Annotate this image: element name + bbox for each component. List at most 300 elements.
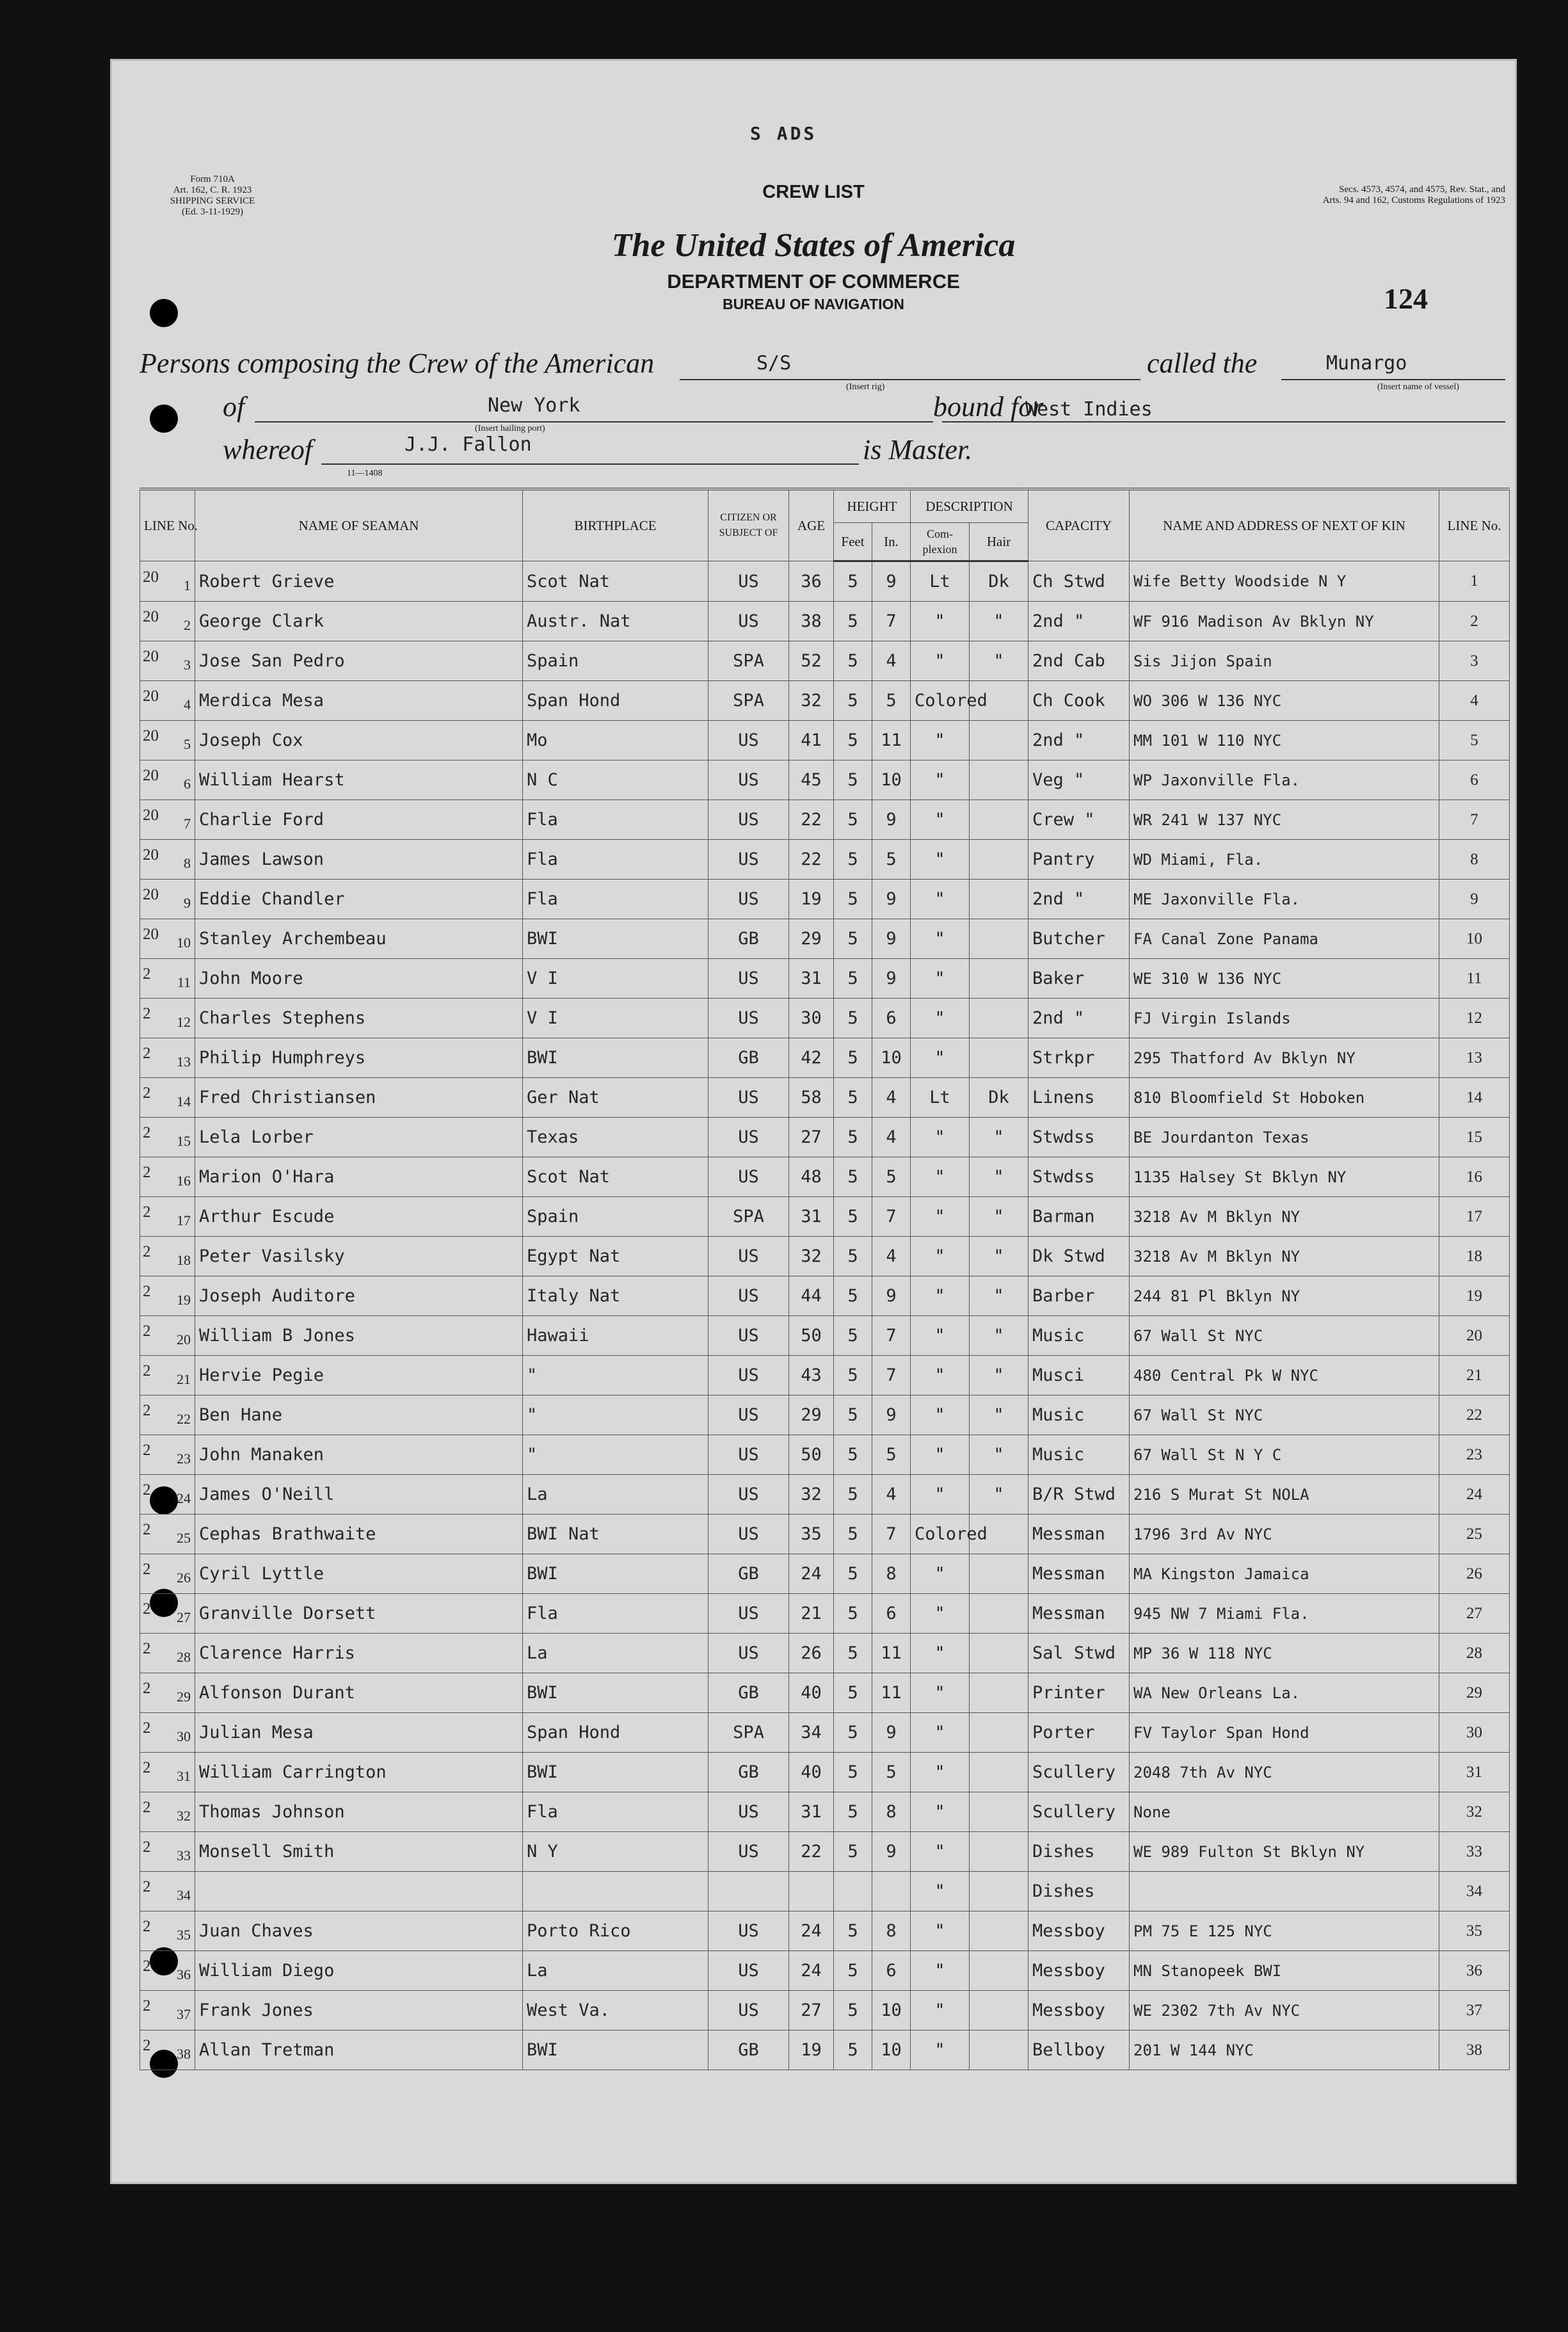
line-number-right: 27 [1439, 1594, 1510, 1634]
tally-mark: 20 [143, 727, 159, 744]
punch-hole-2 [150, 405, 178, 433]
seaman-name: James O'Neill [195, 1475, 523, 1515]
complexion: " [911, 1276, 970, 1316]
height-feet: 5 [834, 1038, 872, 1078]
citizenship: US [708, 1078, 789, 1118]
seaman-name: Ben Hane [195, 1395, 523, 1435]
table-row [140, 1316, 1510, 1356]
tally-mark: 2 [143, 965, 151, 983]
line-number-right: 30 [1439, 1713, 1510, 1753]
next-of-kin: 3218 Av M Bklyn NY [1130, 1237, 1439, 1276]
next-of-kin: 295 Thatford Av Bklyn NY [1130, 1038, 1439, 1078]
seaman-name: Charlie Ford [195, 800, 523, 840]
bureau-title: BUREAU OF NAVIGATION [722, 296, 905, 312]
height-feet: 5 [834, 1237, 872, 1276]
birthplace: Mo [523, 721, 708, 760]
complexion: " [911, 1554, 970, 1594]
of-label: of [223, 391, 245, 422]
hair [970, 1673, 1028, 1713]
birthplace: La [523, 1634, 708, 1673]
next-of-kin: WF 916 Madison Av Bklyn NY [1130, 602, 1439, 641]
birthplace: Spain [523, 1197, 708, 1237]
next-of-kin: FJ Virgin Islands [1130, 999, 1439, 1038]
whereof-label: whereof [223, 434, 313, 465]
next-of-kin: 244 81 Pl Bklyn NY [1130, 1276, 1439, 1316]
citizenship: US [708, 1157, 789, 1197]
tally-mark: 2 [143, 1323, 151, 1340]
age: 27 [789, 1118, 834, 1157]
birthplace: V I [523, 999, 708, 1038]
line-number-right: 34 [1439, 1872, 1510, 1911]
tally-mark: 2 [143, 1442, 151, 1459]
birthplace: Span Hond [523, 681, 708, 721]
age: 22 [789, 840, 834, 880]
line-number-right: 36 [1439, 1951, 1510, 1991]
capacity: 2nd " [1028, 602, 1130, 641]
next-of-kin: Wife Betty Woodside N Y [1130, 561, 1439, 602]
height-feet: 5 [834, 1118, 872, 1157]
hair: " [970, 1118, 1028, 1157]
table-row [140, 1515, 1510, 1554]
next-of-kin: 3218 Av M Bklyn NY [1130, 1197, 1439, 1237]
complexion: " [911, 1435, 970, 1475]
table-row [140, 880, 1510, 919]
capacity: Sal Stwd [1028, 1634, 1130, 1673]
line-number [140, 1753, 195, 1792]
capacity: Music [1028, 1435, 1130, 1475]
complexion: Lt [911, 561, 970, 602]
line-number-right: 31 [1439, 1753, 1510, 1792]
tally-mark: 2 [143, 1640, 151, 1657]
next-of-kin: WE 2302 7th Av NYC [1130, 1991, 1439, 2030]
hair: " [970, 1157, 1028, 1197]
complexion: " [911, 1356, 970, 1395]
table-row [140, 1475, 1510, 1515]
capacity: Dk Stwd [1028, 1237, 1130, 1276]
tally-mark: 2 [143, 1600, 151, 1618]
birthplace: BWI [523, 1554, 708, 1594]
line-number-value: 34 [177, 1887, 191, 1903]
complexion: " [911, 1872, 970, 1911]
capacity: Butcher [1028, 919, 1130, 959]
crew-list-title: CREW LIST [762, 182, 865, 202]
height-inches: 6 [872, 999, 911, 1038]
line-number [140, 1078, 195, 1118]
line-number-right: 5 [1439, 721, 1510, 760]
stamp-mark: S ADS [750, 123, 817, 144]
is-master-label: is Master. [863, 434, 973, 465]
birthplace: Egypt Nat [523, 1237, 708, 1276]
height-feet: 5 [834, 1395, 872, 1435]
capacity: Music [1028, 1316, 1130, 1356]
tally-mark: 2 [143, 1958, 151, 1975]
table-row [140, 1792, 1510, 1832]
hair [970, 1753, 1028, 1792]
citizenship: GB [708, 1753, 789, 1792]
declaration-prefix: Persons composing the Crew of the American [140, 348, 655, 379]
table-row [140, 1673, 1510, 1713]
hair: " [970, 1237, 1028, 1276]
complexion: " [911, 1475, 970, 1515]
height-feet: 5 [834, 681, 872, 721]
age: 43 [789, 1356, 834, 1395]
capacity: Stwdss [1028, 1118, 1130, 1157]
line-number-value: 19 [177, 1292, 191, 1308]
age: 24 [789, 1911, 834, 1951]
height-inches: 11 [872, 721, 911, 760]
capacity: Messboy [1028, 1911, 1130, 1951]
seaman-name: James Lawson [195, 840, 523, 880]
citizenship: US [708, 840, 789, 880]
hair [970, 1991, 1028, 2030]
citizenship: US [708, 959, 789, 999]
line-number-value: 22 [177, 1411, 191, 1427]
table-row [140, 1634, 1510, 1673]
age: 45 [789, 760, 834, 800]
age: 42 [789, 1038, 834, 1078]
line-number [140, 1911, 195, 1951]
line-number-right: 2 [1439, 602, 1510, 641]
next-of-kin: 216 S Murat St NOLA [1130, 1475, 1439, 1515]
header-line-no: LINE No. [140, 489, 195, 561]
complexion: " [911, 1673, 970, 1713]
table-row [140, 1157, 1510, 1197]
citizenship: US [708, 602, 789, 641]
next-of-kin: MM 101 W 110 NYC [1130, 721, 1439, 760]
complexion: Lt [911, 1078, 970, 1118]
table-row [140, 999, 1510, 1038]
table-row [140, 1991, 1510, 2030]
height-feet: 5 [834, 1634, 872, 1673]
line-number-right: 28 [1439, 1634, 1510, 1673]
height-feet: 5 [834, 1475, 872, 1515]
capacity: Crew " [1028, 800, 1130, 840]
height-inches: 9 [872, 800, 911, 840]
birthplace: Fla [523, 800, 708, 840]
complexion: " [911, 800, 970, 840]
height-inches: 9 [872, 880, 911, 919]
line-number-right: 14 [1439, 1078, 1510, 1118]
seaman-name: Merdica Mesa [195, 681, 523, 721]
table-header-row [140, 489, 1510, 523]
height-feet: 5 [834, 1991, 872, 2030]
complexion: " [911, 1157, 970, 1197]
rig-value: S/S [756, 352, 792, 374]
line-number [140, 641, 195, 681]
citizenship: GB [708, 2030, 789, 2070]
seaman-name: John Manaken [195, 1435, 523, 1475]
seaman-name: Juan Chaves [195, 1911, 523, 1951]
capacity: Messman [1028, 1594, 1130, 1634]
citizenship: US [708, 1634, 789, 1673]
bound-for-label: bound for [933, 391, 1044, 422]
hair [970, 840, 1028, 880]
next-of-kin: WA New Orleans La. [1130, 1673, 1439, 1713]
table-row [140, 1197, 1510, 1237]
line-number-right: 16 [1439, 1157, 1510, 1197]
birthplace: Italy Nat [523, 1276, 708, 1316]
form-service: SHIPPING SERVICE [170, 196, 255, 206]
line-number-value: 12 [177, 1014, 191, 1030]
complexion: " [911, 1832, 970, 1872]
table-row [140, 1435, 1510, 1475]
capacity: Porter [1028, 1713, 1130, 1753]
hair [970, 999, 1028, 1038]
called-the-label: called the [1147, 348, 1258, 379]
seaman-name: Hervie Pegie [195, 1356, 523, 1395]
line-number-value: 24 [177, 1490, 191, 1506]
height-inches: 5 [872, 840, 911, 880]
tally-mark: 2 [143, 1561, 151, 1578]
citizenship: GB [708, 1673, 789, 1713]
height-inches: 7 [872, 1356, 911, 1395]
table-row [140, 641, 1510, 681]
destination: West Indies [1025, 398, 1153, 421]
complexion: " [911, 1713, 970, 1753]
height-inches: 4 [872, 1475, 911, 1515]
tally-mark: 20 [143, 688, 159, 705]
height-feet: 5 [834, 1673, 872, 1713]
hair: " [970, 1435, 1028, 1475]
capacity: Messman [1028, 1515, 1130, 1554]
next-of-kin: FV Taylor Span Hond [1130, 1713, 1439, 1753]
hair [970, 1038, 1028, 1078]
line-number-right: 17 [1439, 1197, 1510, 1237]
line-number-value: 10 [177, 935, 191, 951]
hair [970, 800, 1028, 840]
age: 19 [789, 880, 834, 919]
height-feet: 5 [834, 561, 872, 602]
height-inches: 9 [872, 1276, 911, 1316]
header-birthplace: BIRTHPLACE [523, 489, 708, 561]
capacity: Ch Stwd [1028, 561, 1130, 602]
line-number [140, 1832, 195, 1872]
seaman-name: Arthur Escude [195, 1197, 523, 1237]
hair [970, 1792, 1028, 1832]
line-number-value: 11 [177, 974, 191, 990]
seaman-name: Alfonson Durant [195, 1673, 523, 1713]
next-of-kin: 945 NW 7 Miami Fla. [1130, 1594, 1439, 1634]
table-row [140, 1872, 1510, 1911]
table-row [140, 1554, 1510, 1594]
height-inches: 10 [872, 760, 911, 800]
birthplace: Scot Nat [523, 561, 708, 602]
line-number-right: 8 [1439, 840, 1510, 880]
birthplace: BWI [523, 2030, 708, 2070]
age: 30 [789, 999, 834, 1038]
tally-mark: 2 [143, 1719, 151, 1737]
height-inches [872, 1872, 911, 1911]
seaman-name: Jose San Pedro [195, 641, 523, 681]
capacity: Strkpr [1028, 1038, 1130, 1078]
age: 50 [789, 1435, 834, 1475]
capacity: Veg " [1028, 760, 1130, 800]
height-inches: 5 [872, 1157, 911, 1197]
line-number-value: 8 [184, 855, 191, 871]
height-inches: 9 [872, 1713, 911, 1753]
capacity: Scullery [1028, 1753, 1130, 1792]
next-of-kin: WE 310 W 136 NYC [1130, 959, 1439, 999]
height-inches: 9 [872, 1395, 911, 1435]
line-number [140, 959, 195, 999]
citizenship: US [708, 999, 789, 1038]
citizenship: SPA [708, 641, 789, 681]
height-inches: 8 [872, 1554, 911, 1594]
capacity: Linens [1028, 1078, 1130, 1118]
statute-line-1: Secs. 4573, 4574, and 4575, Rev. Stat., and [1339, 184, 1505, 195]
age: 21 [789, 1594, 834, 1634]
birthplace: " [523, 1395, 708, 1435]
height-feet: 5 [834, 1515, 872, 1554]
complexion: " [911, 2030, 970, 2070]
next-of-kin: BE Jourdanton Texas [1130, 1118, 1439, 1157]
height-feet: 5 [834, 1078, 872, 1118]
line-number [140, 1634, 195, 1673]
hair [970, 721, 1028, 760]
table-row [140, 919, 1510, 959]
table-row [140, 602, 1510, 641]
citizenship: US [708, 1435, 789, 1475]
hailing-port-underline [255, 421, 933, 422]
citizenship: US [708, 1118, 789, 1157]
birthplace: N C [523, 760, 708, 800]
header-name: NAME OF SEAMAN [195, 489, 523, 561]
age: 50 [789, 1316, 834, 1356]
birthplace: Fla [523, 1792, 708, 1832]
master-underline [321, 463, 859, 465]
complexion: " [911, 999, 970, 1038]
next-of-kin: MP 36 W 118 NYC [1130, 1634, 1439, 1673]
form-number: Form 710A [190, 174, 235, 184]
height-feet: 5 [834, 1316, 872, 1356]
line-number-value: 32 [177, 1808, 191, 1824]
citizenship: US [708, 1237, 789, 1276]
hair: " [970, 602, 1028, 641]
line-number [140, 602, 195, 641]
age: 44 [789, 1276, 834, 1316]
next-of-kin: 201 W 144 NYC [1130, 2030, 1439, 2070]
seaman-name: Cephas Brathwaite [195, 1515, 523, 1554]
birthplace: " [523, 1356, 708, 1395]
line-number-value: 5 [184, 736, 191, 752]
age: 22 [789, 1832, 834, 1872]
hair: " [970, 1475, 1028, 1515]
line-number [140, 1157, 195, 1197]
form-article: Art. 162, C. R. 1923 [173, 185, 252, 195]
citizenship: US [708, 1356, 789, 1395]
seaman-name: Clarence Harris [195, 1634, 523, 1673]
next-of-kin: 67 Wall St NYC [1130, 1395, 1439, 1435]
height-inches: 9 [872, 1832, 911, 1872]
line-number-value: 21 [177, 1371, 191, 1387]
line-number-right: 25 [1439, 1515, 1510, 1554]
rig-underline [680, 379, 1140, 380]
citizenship: SPA [708, 1713, 789, 1753]
table-row [140, 1594, 1510, 1634]
capacity: B/R Stwd [1028, 1475, 1130, 1515]
hair [970, 1951, 1028, 1991]
birthplace: BWI [523, 1753, 708, 1792]
header-complexion: Com- plexion [911, 523, 970, 561]
header-feet: Feet [834, 523, 872, 561]
height-inches: 4 [872, 1237, 911, 1276]
height-inches: 9 [872, 561, 911, 602]
line-number [140, 721, 195, 760]
tally-mark: 20 [143, 767, 159, 784]
hair [970, 1713, 1028, 1753]
header-inches: In. [872, 523, 911, 561]
citizenship: US [708, 1475, 789, 1515]
next-of-kin: WO 306 W 136 NYC [1130, 681, 1439, 721]
line-number [140, 1118, 195, 1157]
complexion: " [911, 1634, 970, 1673]
next-of-kin: ME Jaxonville Fla. [1130, 880, 1439, 919]
line-number [140, 1276, 195, 1316]
statute-line-2: Arts. 94 and 162, Customs Regulations of 1923 [1322, 195, 1505, 205]
line-number-right: 11 [1439, 959, 1510, 999]
birthplace: La [523, 1475, 708, 1515]
height-inches: 10 [872, 1038, 911, 1078]
age: 26 [789, 1634, 834, 1673]
line-number-value: 27 [177, 1609, 191, 1625]
crew-table [140, 488, 1510, 2070]
next-of-kin: 67 Wall St N Y C [1130, 1435, 1439, 1475]
line-number [140, 681, 195, 721]
header-height: HEIGHT [834, 489, 911, 523]
tally-mark: 2 [143, 1918, 151, 1935]
next-of-kin: 1796 3rd Av NYC [1130, 1515, 1439, 1554]
seaman-name: Allan Tretman [195, 2030, 523, 2070]
line-number [140, 1594, 195, 1634]
line-number-value: 1 [184, 577, 191, 593]
height-feet: 5 [834, 1753, 872, 1792]
seaman-name: William Carrington [195, 1753, 523, 1792]
line-number-right: 24 [1439, 1475, 1510, 1515]
seaman-name: William B Jones [195, 1316, 523, 1356]
line-number-right: 37 [1439, 1991, 1510, 2030]
line-number-value: 9 [184, 895, 191, 911]
tally-mark: 20 [143, 648, 159, 665]
age: 32 [789, 1237, 834, 1276]
height-inches: 10 [872, 2030, 911, 2070]
height-feet: 5 [834, 1594, 872, 1634]
line-number-right: 20 [1439, 1316, 1510, 1356]
birthplace: V I [523, 959, 708, 999]
height-feet: 5 [834, 840, 872, 880]
height-inches: 7 [872, 1316, 911, 1356]
table-row [140, 760, 1510, 800]
seaman-name: Marion O'Hara [195, 1157, 523, 1197]
complexion: " [911, 1951, 970, 1991]
tally-mark: 2 [143, 1680, 151, 1697]
birthplace: Austr. Nat [523, 602, 708, 641]
seaman-name: Lela Lorber [195, 1118, 523, 1157]
birthplace [523, 1872, 708, 1911]
line-number [140, 999, 195, 1038]
line-number-value: 26 [177, 1570, 191, 1586]
height-feet: 5 [834, 641, 872, 681]
citizenship: US [708, 1515, 789, 1554]
height-inches: 11 [872, 1673, 911, 1713]
seaman-name: Stanley Archembeau [195, 919, 523, 959]
next-of-kin: WD Miami, Fla. [1130, 840, 1439, 880]
age: 40 [789, 1753, 834, 1792]
height-feet: 5 [834, 721, 872, 760]
birthplace: Spain [523, 641, 708, 681]
seaman-name: George Clark [195, 602, 523, 641]
table-row [140, 800, 1510, 840]
age [789, 1872, 834, 1911]
